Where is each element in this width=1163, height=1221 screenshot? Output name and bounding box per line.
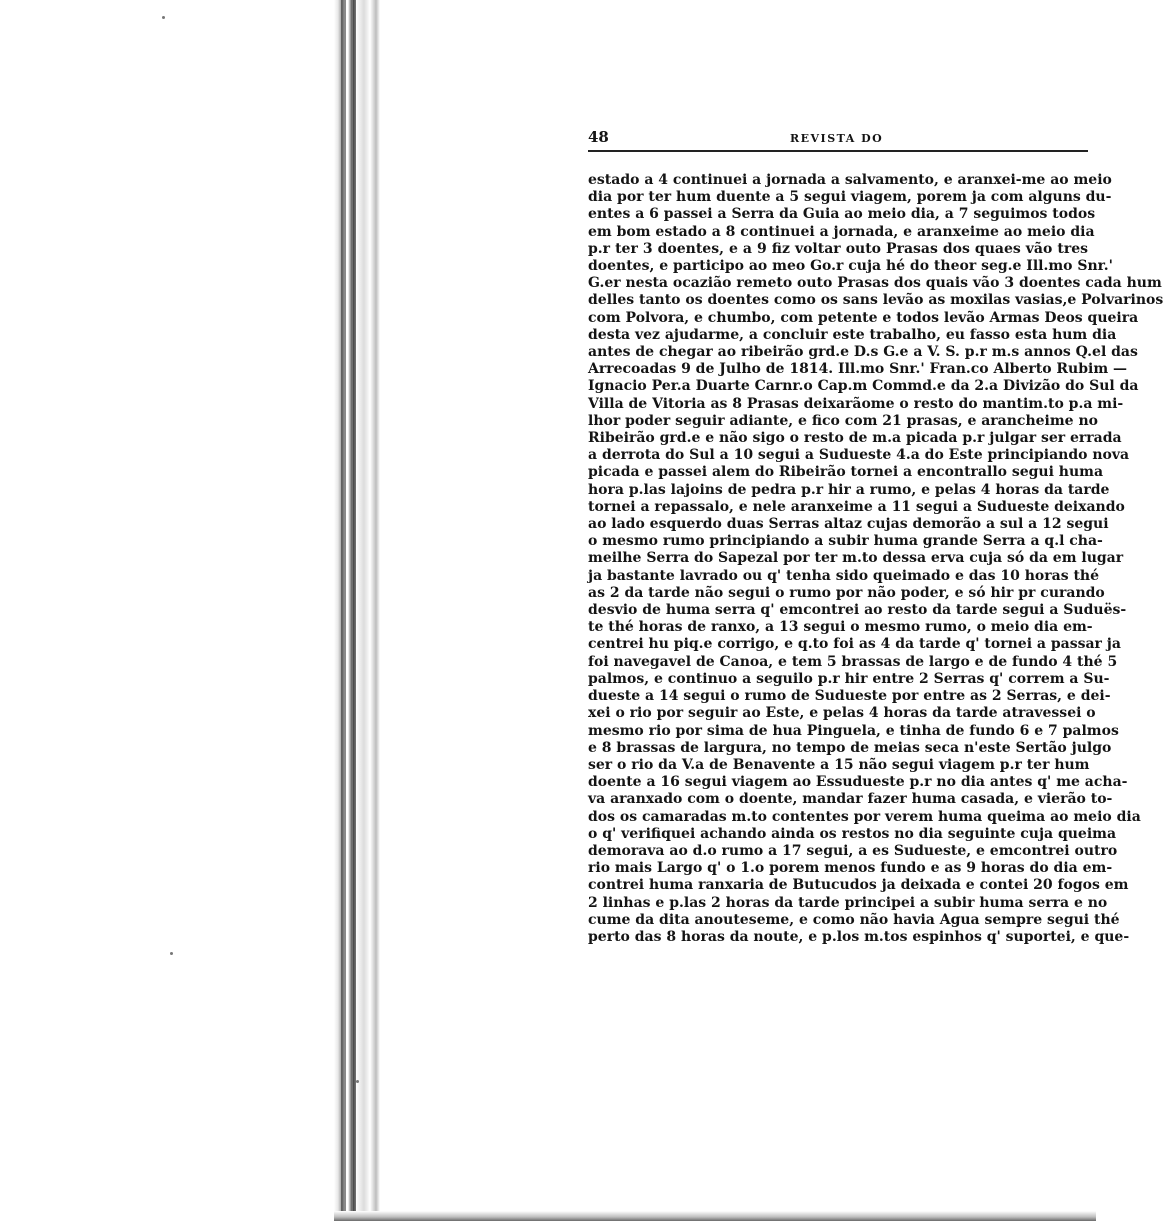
text-line: desvio de huma serra q' emcontrei ao resto da tarde segui a Suduës- xyxy=(588,602,1127,619)
text-line: xei o rio por seguir ao Este, e pelas 4 horas da tarde atravessei o xyxy=(588,705,1096,722)
text-line: e 8 brassas de largura, no tempo de meias seca n'este Sertão julgo xyxy=(588,739,1112,756)
text-line: dueste a 14 segui o rumo de Sudueste por entre as 2 Serras, e dei- xyxy=(588,688,1111,705)
spine-shadow xyxy=(341,0,346,1221)
text-line: va aranxado com o doente, mandar fazer huma casada, e vierão to- xyxy=(588,791,1113,808)
text-line: lhor poder seguir adiante, e fico com 21 prasas, e arancheime no xyxy=(588,412,1098,429)
scan-speck xyxy=(356,1080,359,1083)
text-line: o mesmo rumo principiando a subir huma grande Serra a q.l cha- xyxy=(588,533,1103,550)
text-line: picada e passei alem do Ribeirão tornei a encontrallo segui huma xyxy=(588,464,1104,481)
page-number: 48 xyxy=(588,128,609,146)
text-line: em bom estado a 8 continuei a jornada, e aranxeime ao meio dia xyxy=(588,223,1095,240)
text-line: ja bastante lavrado ou q' tenha sido queimado e das 10 horas thé xyxy=(588,567,1100,584)
text-line: estado a 4 continuei a jornada a salvamento, e aranxei-me ao meio xyxy=(588,172,1112,188)
text-line: p.r ter 3 doentes, e a 9 fiz voltar outo Prasas dos quaes vão tres xyxy=(588,240,1088,257)
text-line: tornei a repassalo, e nele aranxeime a 11 segui a Sudueste deixando xyxy=(588,498,1125,515)
page-header xyxy=(588,128,1088,150)
text-line: perto das 8 horas da noute, e p.los m.tos espinhos q' suportei, e que- xyxy=(588,928,1130,945)
text-line: mesmo rio por sima de hua Pinguela, e tinha de fundo 6 e 7 palmos xyxy=(588,722,1119,739)
text-line: foi navegavel de Canoa, e tem 5 brassas de largo e de fundo 4 thé 5 xyxy=(588,653,1118,670)
text-line: antes de chegar ao ribeirão grd.e D.s G.e a V. S. p.r m.s annos Q.el das xyxy=(588,344,1138,361)
text-line: Ribeirão grd.e e não sigo o resto de m.a picada p.r julgar ser errada xyxy=(588,430,1122,447)
text-line: doentes, e participo ao meo Go.r cuja hé do theor seg.e Ill.mo Snr.' xyxy=(588,258,1113,275)
text-line: o q' verifiquei achando ainda os restos no dia seguinte cuja queima xyxy=(588,825,1117,842)
text-line: ser o rio da V.a de Benavente a 15 não segui viagem p.r ter hum xyxy=(588,756,1090,773)
text-line: G.er nesta ocazião remeto outo Prasas dos quais vão 3 doentes cada hum xyxy=(588,275,1162,292)
text-line: hora p.las lajoins de pedra p.r hir a rumo, e pelas 4 horas da tarde xyxy=(588,481,1110,498)
scan-speck xyxy=(170,952,173,955)
page-bottom-edge xyxy=(334,1211,1096,1221)
text-line: Arrecoadas 9 de Julho de 1814. Ill.mo Snr.' Fran.co Alberto Rubim — xyxy=(588,361,1128,378)
text-line: a derrota do Sul a 10 segui a Sudueste 4.a do Este principiando nova xyxy=(588,447,1130,464)
text-line: desta vez ajudarme, a concluir este trabalho, eu fasso esta hum dia xyxy=(588,326,1117,343)
spine-shadow xyxy=(353,0,356,1221)
text-line: Ignacio Per.a Duarte Carnr.o Cap.m Commd.e da 2.a Divizão do Sul da xyxy=(588,378,1139,395)
text-line: ao lado esquerdo duas Serras altaz cujas demorão a sul a 12 segui xyxy=(588,516,1109,533)
text-line: cume da dita anouteseme, e como não havia Agua sempre segui thé xyxy=(588,911,1120,928)
text-line: 2 linhas e p.las 2 horas da tarde principei a subir huma serra e no xyxy=(588,894,1108,911)
text-line: contrei huma ranxaria de Butucudos ja deixada e contei 20 fogos em xyxy=(588,877,1129,894)
scan-speck xyxy=(162,16,165,19)
text-line: dia por ter hum duente a 5 segui viagem, porem ja com alguns du- xyxy=(588,189,1112,206)
text-line: te thé horas de ranxo, a 13 segui o mesmo rumo, o meio dia em- xyxy=(588,619,1093,636)
text-line: meilhe Serra do Sapezal por ter m.to dessa erva cuja só da em lugar xyxy=(588,550,1124,567)
text-line: demorava ao d.o rumo a 17 segui, a es Sudueste, e emcontrei outro xyxy=(588,842,1118,859)
text-line: rio mais Largo q' o 1.o porem menos fundo e as 9 horas do dia em- xyxy=(588,860,1113,877)
text-line: entes a 6 passei a Serra da Guia ao meio dia, a 7 seguimos todos xyxy=(588,206,1096,223)
text-line: delles tanto os doentes como os sans levão as moxilas vasias,e Polvarinos xyxy=(588,292,1163,309)
text-line: centrei hu piq.e corrigo, e q.to foi as 4 da tarde q' tornei a passar ja xyxy=(588,636,1121,653)
text-line: Villa de Vitoria as 8 Prasas deixarãome o resto do mantim.to p.a mi- xyxy=(588,395,1124,412)
body-text xyxy=(588,172,1163,946)
text-line: palmos, e continuo a seguilo p.r hir entre 2 Serras q' correm a Su- xyxy=(588,670,1110,687)
text-line: com Polvora, e chumbo, com petente e todos levão Armas Deos queira xyxy=(588,309,1139,326)
running-title: REVISTA DO xyxy=(790,132,884,145)
text-line: dos os camaradas m.to contentes por verem huma queima ao meio dia xyxy=(588,808,1141,825)
text-line: doente a 16 segui viagem ao Essudueste p.r no dia antes q' me acha- xyxy=(588,774,1128,791)
text-line: as 2 da tarde não segui o rumo por não poder, e só hir pr curando xyxy=(588,584,1105,601)
header-rule xyxy=(588,150,1088,152)
